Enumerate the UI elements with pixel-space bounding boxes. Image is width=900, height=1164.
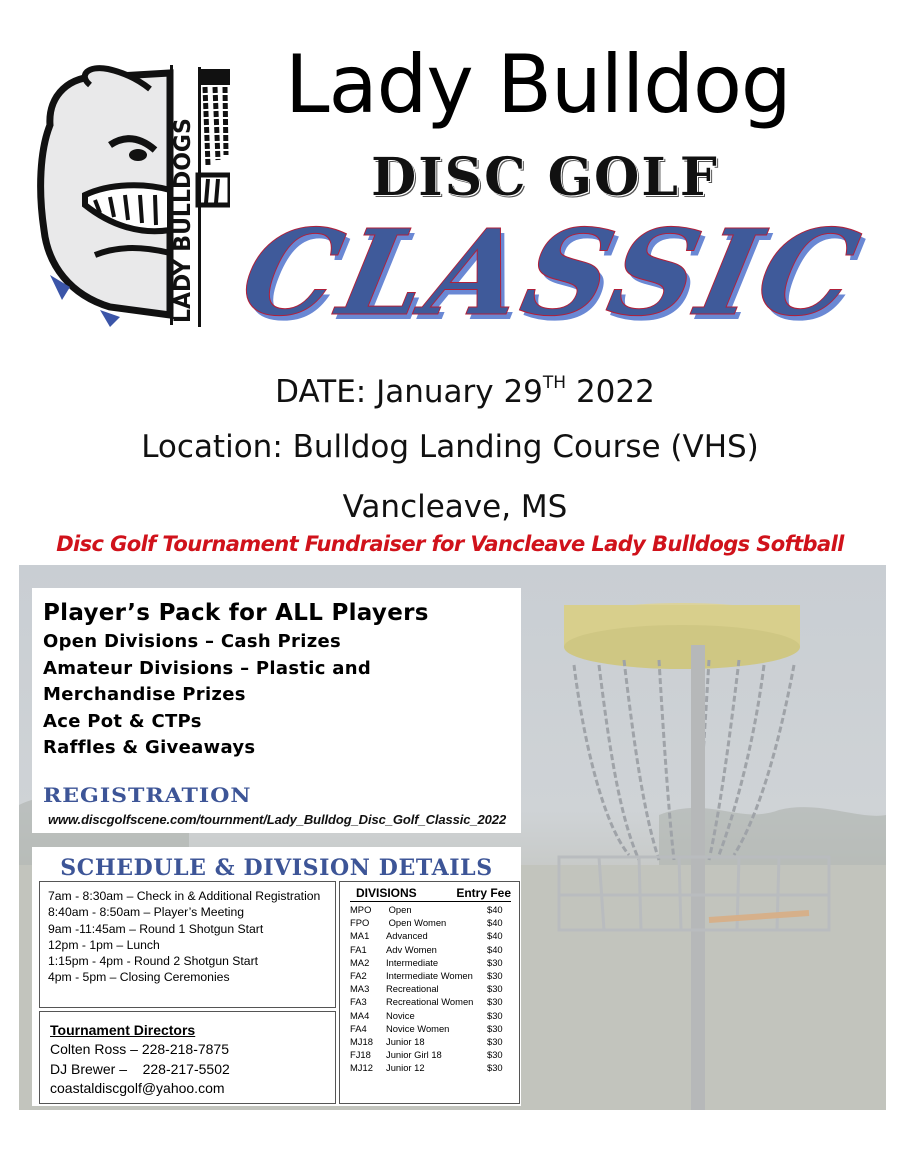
fundraiser-tagline: Disc Golf Tournament Fundraiser for Vancleave Lady Bulldogs Softball (56, 532, 844, 556)
entry-fee-header-label: Entry Fee (456, 886, 511, 900)
schedule-item: 7am - 8:30am – Check in & Additional Registration (48, 889, 321, 903)
registration-heading: REGISTRATION (43, 784, 252, 808)
division-row (350, 1035, 511, 1048)
division-name: Open Women (386, 917, 447, 929)
division-fee: $40 (487, 930, 503, 942)
bulldog-basket-icon (30, 55, 230, 330)
division-code: FJ18 (350, 1049, 371, 1061)
players-pack-item: Raffles & Giveaways (43, 737, 256, 758)
division-name: Novice Women (386, 1022, 450, 1034)
division-name: Junior 12 (386, 1062, 425, 1074)
division-code: MJ12 (350, 1062, 373, 1074)
event-title-classic: CLASSIC (230, 203, 874, 342)
schedule-item: 12pm - 1pm – Lunch (48, 937, 160, 952)
division-fee: $30 (487, 1009, 503, 1021)
schedule-item: 1:15pm - 4pm - Round 2 Shotgun Start (48, 954, 259, 969)
division-name: Advanced (386, 930, 428, 942)
division-fee: $40 (487, 943, 503, 955)
schedule-heading: SCHEDULE & DIVISION DETAILS (60, 855, 493, 881)
schedule-panel (32, 847, 521, 1106)
event-subtitle-disc-golf: DISC GOLF (371, 147, 719, 208)
directors-title: Tournament Directors (50, 1022, 196, 1038)
event-location: Location: Bulldog Landing Course (VHS) (141, 429, 759, 465)
schedule-item: 9am -11:45am – Round 1 Shotgun Start (48, 921, 264, 936)
division-row (350, 943, 511, 956)
divisions-table (339, 881, 520, 1104)
schedule-item: 8:40am - 8:50am – Player’s Meeting (48, 905, 245, 920)
division-name: Recreational Women (386, 996, 474, 1008)
division-code: MPO (350, 904, 372, 915)
division-code: MA1 (350, 930, 370, 942)
division-code: FA3 (350, 996, 367, 1008)
division-row (350, 956, 511, 969)
players-pack-title: Player’s Pack for ALL Players (43, 600, 429, 626)
date-ordinal: TH (542, 373, 567, 393)
division-row (350, 1061, 511, 1074)
division-fee: $30 (487, 956, 503, 968)
players-pack-panel (32, 588, 521, 833)
division-code: FA2 (350, 970, 367, 982)
division-fee: $30 (487, 996, 503, 1008)
division-fee: $40 (487, 904, 503, 915)
division-code: MJ18 (350, 1036, 373, 1048)
director-email[interactable]: coastaldiscgolf@yahoo.com (50, 1080, 225, 1096)
division-code: FA1 (350, 943, 367, 955)
division-code: FPO (350, 917, 370, 929)
division-fee: $40 (487, 917, 503, 929)
division-fee: $30 (487, 983, 503, 995)
division-code: MA4 (350, 1009, 370, 1021)
players-pack-item: Amateur Divisions – Plastic and (43, 657, 372, 679)
svg-text:LADY BULLDOGS: LADY BULLDOGS (171, 118, 196, 323)
division-name: Intermediate (386, 956, 439, 968)
director-contact: Colten Ross – 228-218-7875 (50, 1041, 230, 1057)
division-row (350, 929, 511, 942)
division-row (350, 969, 511, 982)
divisions-header (350, 886, 511, 902)
event-date (0, 362, 900, 413)
division-name: Novice (386, 1009, 415, 1021)
players-pack-item: Merchandise Prizes (43, 684, 246, 705)
players-pack-item: Open Divisions – Cash Prizes (43, 631, 341, 652)
division-fee: $30 (487, 1062, 503, 1074)
lady-bulldogs-logo (30, 55, 230, 330)
schedule-box (39, 881, 336, 1008)
division-fee: $30 (487, 1022, 503, 1034)
division-name: Junior 18 (386, 1036, 425, 1048)
division-name: Junior Girl 18 (386, 1049, 442, 1061)
division-code: MA3 (350, 983, 370, 995)
divisions-header-label: DIVISIONS (356, 886, 417, 900)
event-title: Lady Bulldog (285, 38, 791, 131)
directors-box (39, 1011, 336, 1104)
division-row (350, 1048, 511, 1061)
division-row (350, 1009, 511, 1022)
division-fee: $30 (487, 970, 503, 982)
division-code: FA4 (350, 1022, 367, 1034)
director-contact: DJ Brewer – 228-217-5502 (50, 1060, 230, 1077)
division-name: Recreational (386, 983, 439, 995)
division-row (350, 916, 511, 929)
division-name: Adv Women (386, 943, 437, 955)
schedule-item: 4pm - 5pm – Closing Ceremonies (48, 970, 230, 985)
division-row (350, 1022, 511, 1035)
players-pack-item: Ace Pot & CTPs (43, 710, 202, 732)
division-name: Open (386, 904, 412, 915)
date-year: 2022 (566, 374, 655, 410)
event-city: Vancleave, MS (342, 489, 568, 525)
divisions-rows (350, 903, 511, 1075)
division-fee: $30 (487, 1036, 503, 1048)
division-row (350, 995, 511, 1008)
players-pack-list (43, 629, 371, 762)
division-row (350, 903, 511, 916)
date-text: DATE: January 29 (275, 374, 543, 410)
division-name: Intermediate Women (386, 970, 473, 982)
division-fee: $30 (487, 1049, 503, 1061)
division-code: MA2 (350, 956, 370, 968)
registration-link[interactable]: www.discgolfscene.com/tournment/Lady_Bulldog_Disc_Golf_Classic_2022 (48, 812, 507, 827)
division-row (350, 982, 511, 995)
